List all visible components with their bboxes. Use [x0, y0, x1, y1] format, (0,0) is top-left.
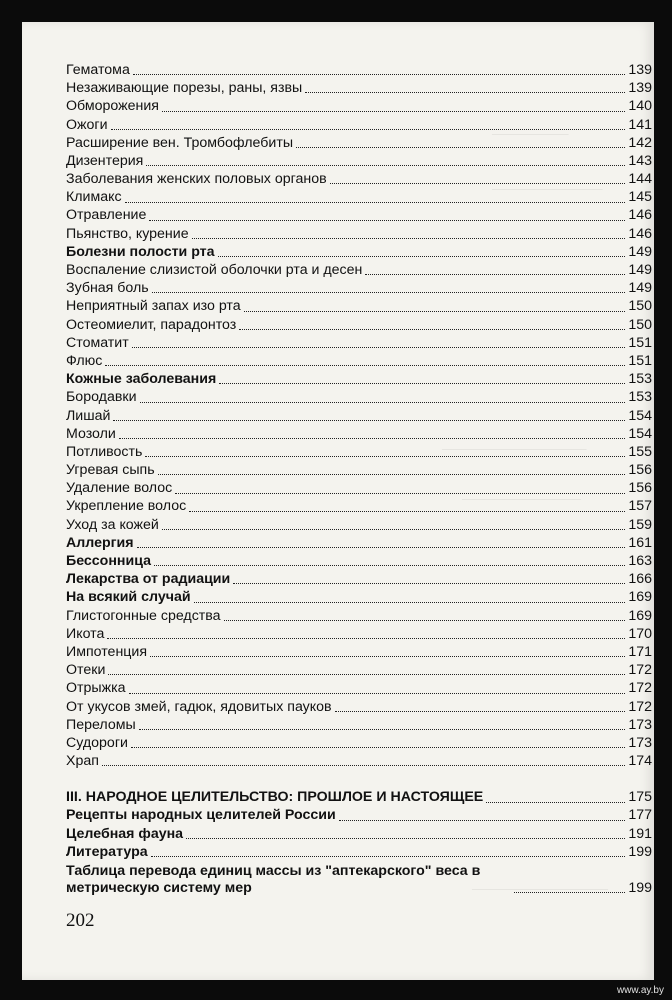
toc-entry-title: Климакс [66, 189, 122, 206]
toc-entry-page: 145 [628, 189, 652, 206]
toc-entry-title: Незаживающие порезы, раны, язвы [66, 80, 303, 97]
toc-entry-page: 143 [628, 152, 652, 169]
toc-entry [66, 279, 652, 297]
toc-entry-title: Лекарства от радиации [66, 571, 231, 588]
dot-leader [192, 238, 625, 239]
toc-entry [66, 752, 652, 770]
toc-entry-page: 153 [628, 371, 652, 388]
dot-leader [149, 220, 625, 221]
toc-entry-page: 154 [628, 425, 652, 442]
toc-entry-title: Обморожения [66, 98, 159, 115]
dot-leader [129, 693, 625, 694]
toc-entry [66, 807, 652, 825]
toc-entry-page: 163 [628, 553, 652, 570]
toc-entry [66, 188, 652, 206]
toc-entry-title: Флюс [66, 352, 103, 369]
toc-entry-page: 173 [628, 716, 652, 733]
toc-entry-title: Кожные заболевания [66, 371, 217, 388]
toc-entry [66, 461, 652, 479]
toc-entry-title: Рецепты народных целителей России [66, 807, 336, 824]
toc-entry-page: 151 [628, 334, 652, 351]
dot-leader [146, 165, 625, 166]
toc-entry-title: Импотенция [66, 643, 148, 660]
toc-entry-title: Гематома [66, 61, 130, 78]
toc-entry-page: 151 [628, 352, 652, 369]
toc-entry-title: Угревая сыпь [66, 462, 155, 479]
toc-entry [66, 861, 652, 897]
dot-leader [105, 365, 625, 366]
toc-entry-page: 159 [628, 516, 652, 533]
toc-entry-title: Судороги [66, 734, 128, 751]
toc-entry [66, 316, 652, 334]
toc-entry [66, 607, 652, 625]
dot-leader [152, 292, 625, 293]
toc-entry-page: 144 [628, 171, 652, 188]
toc-entry-page: 172 [628, 698, 652, 715]
toc-entry-page: 191 [628, 825, 652, 842]
toc-entry [66, 716, 652, 734]
toc-entry [66, 425, 652, 443]
toc-entry-page: 150 [628, 316, 652, 333]
watermark: www.ay.by [616, 985, 664, 996]
toc-entry [66, 843, 652, 861]
toc-entry-page: 172 [628, 662, 652, 679]
toc-entry-page: 166 [628, 571, 652, 588]
toc-entry-page: 170 [628, 625, 652, 642]
toc-entry-title: Отравление [66, 207, 147, 224]
toc-entry [66, 352, 652, 370]
bleed-through-text: ───────── [492, 127, 569, 141]
dot-leader [131, 747, 625, 748]
toc-entry [66, 443, 652, 461]
toc-entry-title: Укрепление волос [66, 498, 187, 515]
toc-entry-page: 169 [628, 607, 652, 624]
dot-leader [186, 838, 625, 839]
toc-entry-title: Расширение вен. Тромбофлебиты [66, 134, 294, 151]
toc-entry-title: Аллергия [66, 534, 134, 551]
toc-entry-page: 172 [628, 680, 652, 697]
toc-entry [66, 588, 652, 606]
dot-leader [139, 729, 625, 730]
bleed-through-text: ───────────── [492, 182, 603, 196]
dot-leader [113, 420, 625, 421]
toc-entry-title: Остеомиелит, парадонтоз [66, 316, 237, 333]
dot-leader [119, 438, 625, 439]
bleed-through-text: ────────────── [462, 492, 582, 506]
toc-entry [66, 825, 652, 843]
dot-leader [151, 856, 625, 857]
toc-entry [66, 679, 652, 697]
toc-entry [66, 407, 652, 425]
toc-entry [66, 625, 652, 643]
toc-entry-title: III. НАРОДНОЕ ЦЕЛИТЕЛЬСТВО: ПРОШЛОЕ И НАСТОЯЩЕЕ [66, 789, 484, 806]
dot-leader [137, 547, 625, 548]
toc-entry-page: 139 [628, 80, 652, 97]
toc-entry-page: 156 [628, 462, 652, 479]
toc-entry-title: Переломы [66, 716, 136, 733]
dot-leader [175, 493, 625, 494]
toc-entry [66, 479, 652, 497]
dot-leader [486, 802, 625, 803]
toc-entry-title: Храп [66, 753, 99, 770]
toc-entry-title: Глистогонные средства [66, 607, 221, 624]
toc-entry-title: Воспаление слизистой оболочки рта и десен [66, 262, 363, 279]
toc-entry [66, 297, 652, 315]
dot-leader [330, 183, 625, 184]
dot-leader [244, 311, 625, 312]
toc-entry [66, 79, 652, 97]
dot-leader [140, 402, 625, 403]
dot-leader [162, 111, 625, 112]
toc-entry [66, 152, 652, 170]
toc-entry-page: 175 [628, 789, 652, 806]
toc-entry [66, 225, 652, 243]
toc-entry-title: Неприятный запах изо рта [66, 298, 241, 315]
toc-entry-title: Потливость [66, 443, 143, 460]
toc-entry [66, 570, 652, 588]
toc-entry-page: 169 [628, 589, 652, 606]
toc-entry-page: 149 [628, 262, 652, 279]
toc-entry-page: 141 [628, 116, 652, 133]
toc-entry-title: Стоматит [66, 334, 129, 351]
toc-entry-title: Бессонница [66, 553, 151, 570]
dot-leader [239, 329, 625, 330]
toc-entry-title: Лишай [66, 407, 111, 424]
toc-entry [66, 61, 652, 79]
dot-leader [102, 765, 625, 766]
toc-entry-title: Икота [66, 625, 105, 642]
toc-entry [66, 516, 652, 534]
toc-entry-page: 146 [628, 225, 652, 242]
toc-entry-page: 174 [628, 753, 652, 770]
dot-leader [365, 274, 625, 275]
toc-entry [66, 134, 652, 152]
toc-entry [66, 170, 652, 188]
toc-entry-page: 146 [628, 207, 652, 224]
dot-leader [132, 347, 625, 348]
dot-leader [158, 474, 625, 475]
toc-entry [66, 498, 652, 516]
toc-entry [66, 116, 652, 134]
toc-entry-title: От укусов змей, гадюк, ядовитых пауков [66, 698, 332, 715]
toc-entry-title: Зубная боль [66, 280, 149, 297]
toc-entry [66, 698, 652, 716]
toc-entry-title: Заболевания женских половых органов [66, 171, 327, 188]
toc-entry-title: Мозоли [66, 425, 116, 442]
dot-leader [339, 820, 625, 821]
toc-entry-title: Бородавки [66, 389, 137, 406]
toc-entry-title: Болезни полости рта [66, 243, 215, 260]
toc-entry [66, 97, 652, 115]
dot-leader [218, 256, 625, 257]
dot-leader [133, 74, 625, 75]
dot-leader [514, 892, 625, 893]
dot-leader [154, 565, 625, 566]
dot-leader [305, 92, 625, 93]
toc-entry-title: Ожоги [66, 116, 108, 133]
toc-entry [66, 643, 652, 661]
dot-leader [194, 602, 625, 603]
toc-entry [66, 261, 652, 279]
dot-leader [219, 383, 625, 384]
toc-entry-page: 156 [628, 480, 652, 497]
dot-leader [111, 129, 625, 130]
toc-entry-title: Целебная фауна [66, 825, 184, 842]
bleed-through-text: ──────────────── [472, 882, 609, 896]
dot-leader [233, 583, 625, 584]
toc-entry [66, 370, 652, 388]
toc-entry [66, 552, 652, 570]
toc-entry-page: 157 [628, 498, 652, 515]
toc-entry [66, 661, 652, 679]
toc-entry-page: 154 [628, 407, 652, 424]
dot-leader [335, 711, 625, 712]
toc-entry-page: 155 [628, 443, 652, 460]
toc-entry-title: На всякий случай [66, 589, 191, 606]
toc-entry [66, 734, 652, 752]
toc-entry [66, 207, 652, 225]
dot-leader [296, 147, 625, 148]
toc-entry [66, 388, 652, 406]
toc-entry-page: 140 [628, 98, 652, 115]
toc-entry [66, 334, 652, 352]
toc-entry [66, 788, 652, 806]
toc-entry-page: 149 [628, 243, 652, 260]
toc-entry-title: Таблица перевода единиц массы из "аптекарского" веса в метрическую систему мер [66, 863, 481, 897]
toc-entry-page: 161 [628, 534, 652, 551]
toc-entry-page: 149 [628, 280, 652, 297]
dot-leader [224, 620, 625, 621]
toc-entry-page: 139 [628, 61, 652, 78]
toc-entry-title: Удаление волос [66, 480, 173, 497]
book-page [22, 22, 654, 980]
toc-entry-page: 171 [628, 643, 652, 660]
toc-entry-page: 153 [628, 389, 652, 406]
dot-leader [162, 529, 625, 530]
dot-leader [145, 456, 625, 457]
toc-entry-title: Отеки [66, 662, 106, 679]
dot-leader [150, 656, 625, 657]
toc-entry-title: Дизентерия [66, 152, 144, 169]
toc-entry [66, 243, 652, 261]
dot-leader [189, 511, 625, 512]
toc-entry-page: 199 [628, 843, 652, 860]
toc-entry-page: 177 [628, 807, 652, 824]
bleed-through-text: ───────────────── [442, 442, 587, 456]
page-number: 202 [66, 910, 95, 931]
dot-leader [125, 202, 625, 203]
toc-entry-page: 142 [628, 134, 652, 151]
table-of-contents [66, 61, 652, 897]
toc-entry-title: Отрыжка [66, 680, 126, 697]
toc-entry [66, 534, 652, 552]
toc-entry-page: 150 [628, 298, 652, 315]
toc-entry-title: Литература [66, 843, 148, 860]
toc-entry-title: Пьянство, курение [66, 225, 189, 242]
toc-entry-page: 199 [628, 879, 652, 896]
toc-entry-title: Уход за кожей [66, 516, 159, 533]
toc-entry-page: 173 [628, 734, 652, 751]
dot-leader [108, 674, 625, 675]
dot-leader [107, 638, 625, 639]
